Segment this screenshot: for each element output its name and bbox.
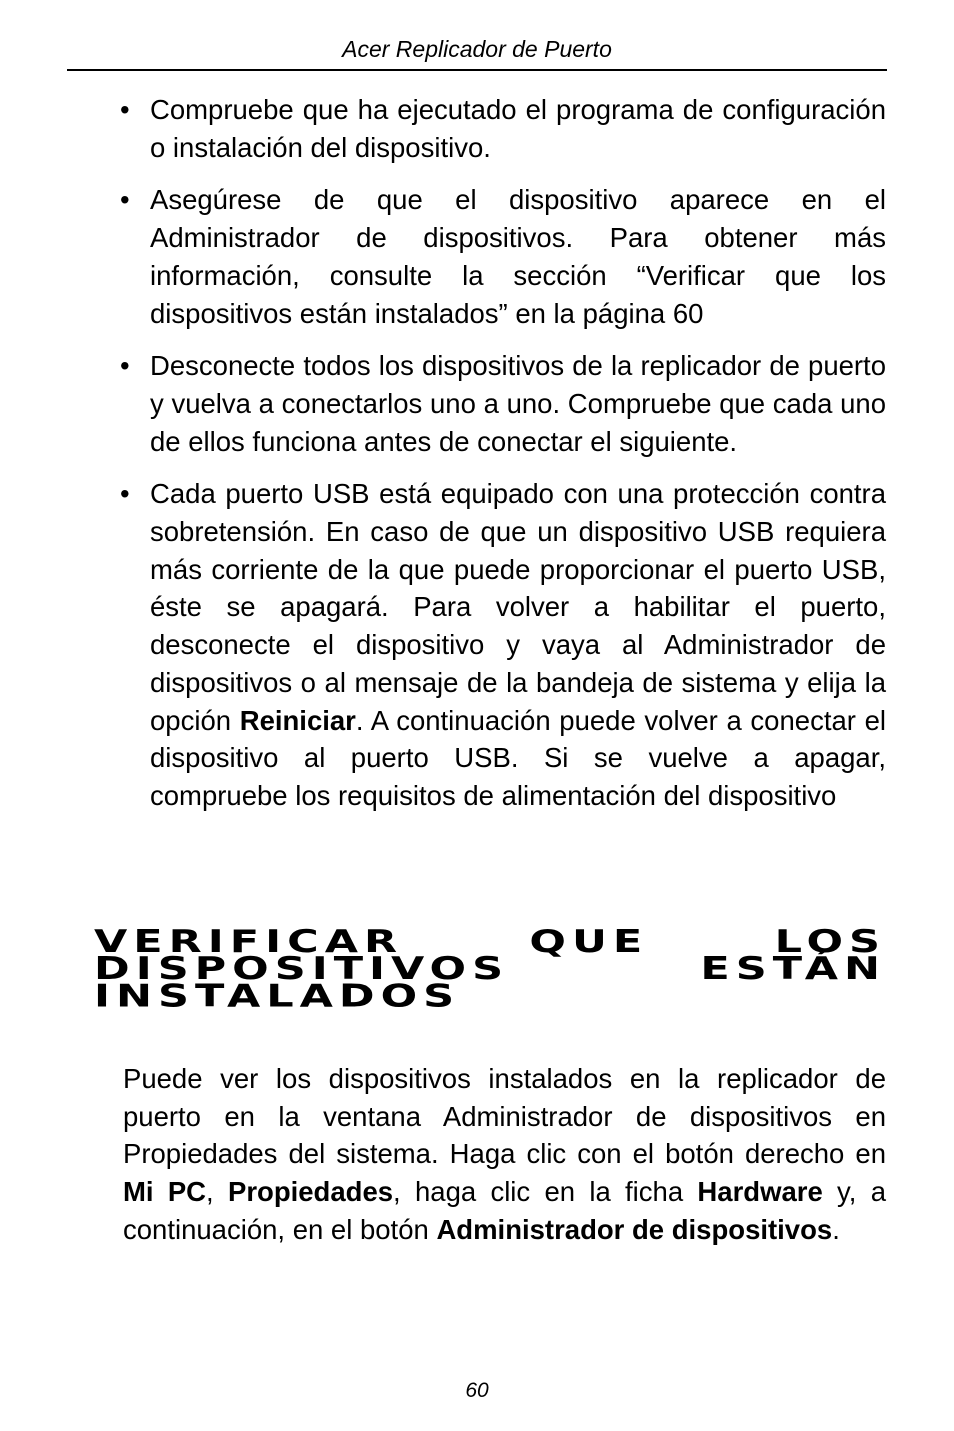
bullet-icon: • (120, 94, 130, 125)
running-header: Acer Replicador de Puerto (342, 36, 612, 62)
list-item-text-after: . A continuación puede volver a conectar el dispositivo al puerto USB. Si se vuelve a apagar, compruebe los requisitos de alimentación del dispositivo (150, 704, 886, 811)
hardware-tab-label: Hardware (697, 1176, 823, 1208)
bullet-icon: • (120, 350, 130, 382)
list-item (116, 475, 886, 814)
page-number: 60 (465, 1379, 489, 1402)
bullet-icon: • (120, 478, 130, 510)
device-manager-button-label: Administrador de dispositivos (436, 1213, 833, 1245)
para-text: Puede ver los dispositivos instalados en la replicador de puerto en la ventana Administrador de dispositivos en Propiedades del sistema. Haga clic con el botón derecho en (123, 1063, 886, 1170)
reiniciar-option-label: Reiniciar (239, 704, 356, 736)
header-rule (67, 69, 887, 71)
propiedades-label: Propiedades (227, 1176, 394, 1208)
para-text: . (832, 1213, 840, 1245)
bullet-icon: • (120, 184, 130, 216)
section-heading: VERIFICAR QUE LOS DISPOSITIVOS ESTÁN INSTALADOS (94, 923, 886, 1015)
list-item-text: Compruebe que ha ejecutado el programa de configuración o instalación del dispositivo. (150, 94, 886, 163)
list-item (116, 91, 886, 166)
list-item (116, 347, 886, 460)
list-item (116, 181, 886, 332)
list-item-text: Desconecte todos los dispositivos de la replicador de puerto y vuelva a conectarlos uno a uno. Compruebe que cada uno de ellos funciona antes de conectar el siguiente. (150, 350, 886, 457)
para-text: , (206, 1176, 228, 1208)
list-item-text-before: Cada puerto USB está equipado con una protección contra sobretensión. En caso de que un dispositivo USB requiera más corriente de la que puede proporcionar el puerto USB, éste se apagará. Para volver a habilitar el puerto, desconecte el dispositivo y vaya al Administrador de dispositivos o al mensaje de la bandeja de sistema y elija la opción (150, 478, 886, 736)
para-text: , haga clic en la ficha (393, 1176, 698, 1208)
para-text: y, a continuación, en el botón (123, 1176, 886, 1245)
mi-pc-label: Mi PC (123, 1176, 207, 1208)
list-item-text: Asegúrese de que el dispositivo aparece en el Administrador de dispositivos. Para obtener más información, consulte la sección “Verificar que los dispositivos están instalados” en la página 60 (150, 184, 886, 329)
troubleshooting-list (116, 91, 886, 830)
section-paragraph (123, 1060, 886, 1249)
